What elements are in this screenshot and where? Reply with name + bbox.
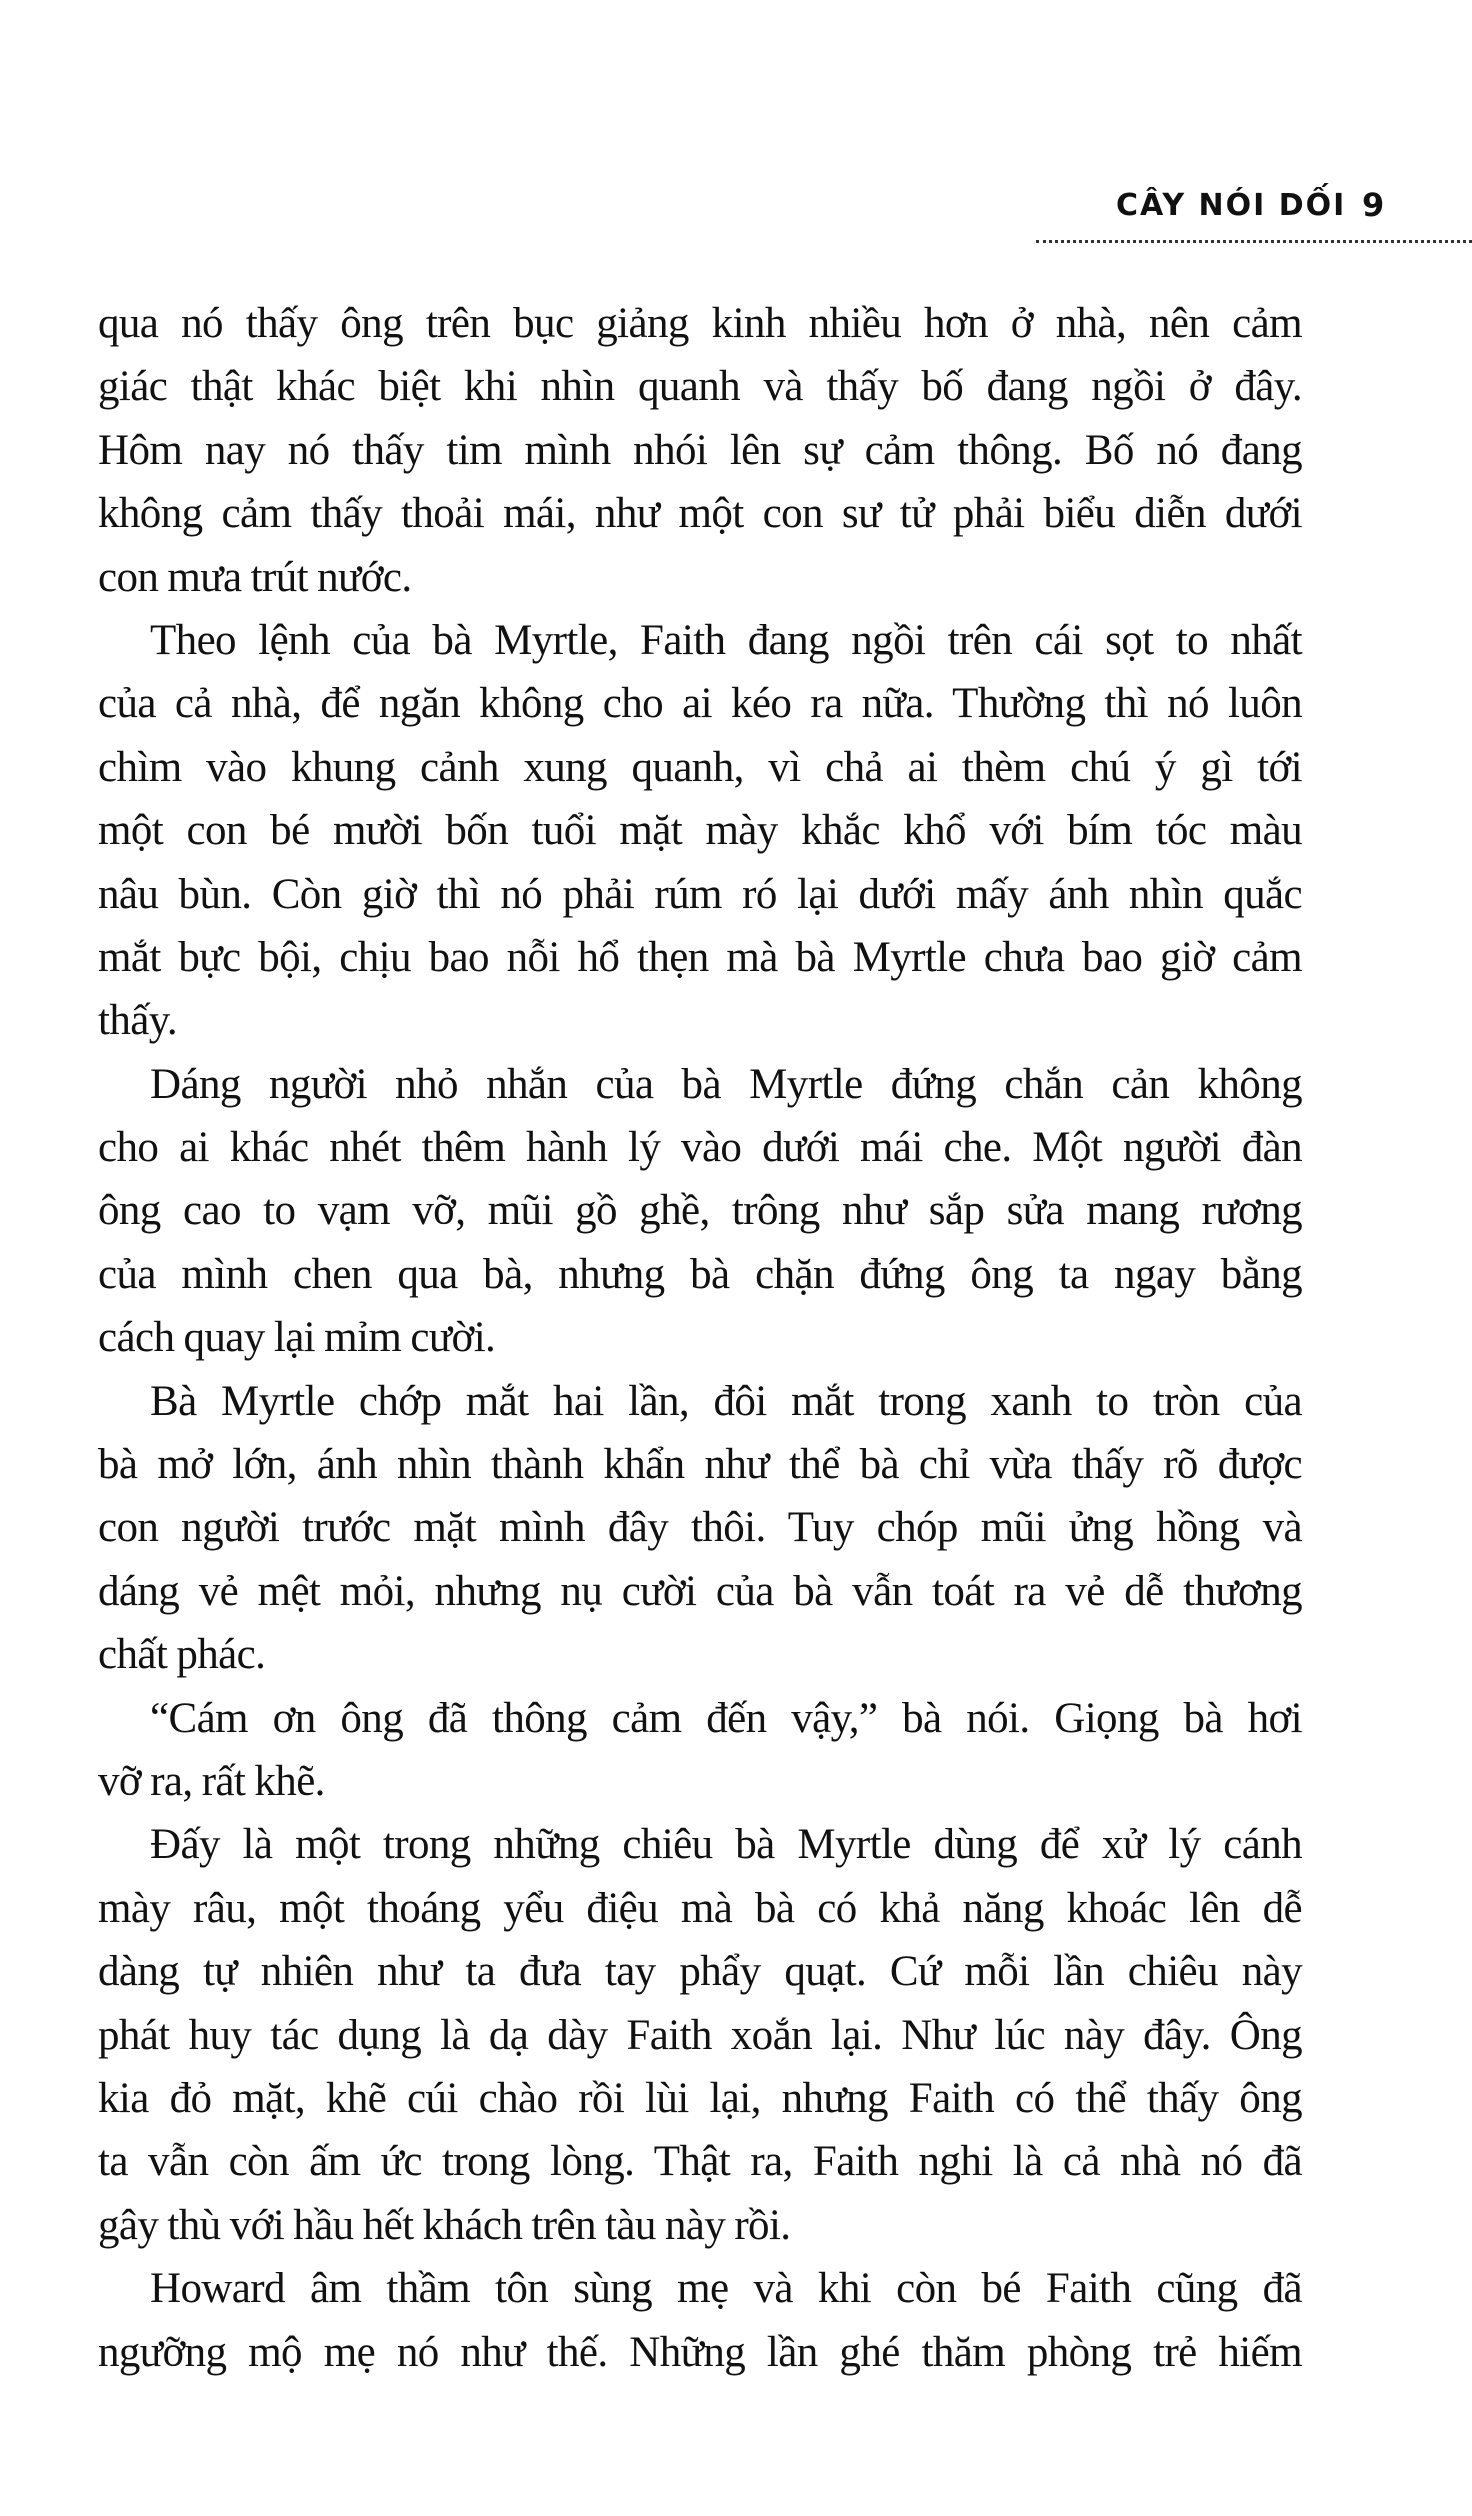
body-text xyxy=(98,292,1302,2384)
text-line: ngưỡng mộ mẹ nó như thế. Những lần ghé thăm phòng trẻ hiếm xyxy=(98,2328,1302,2376)
text-line: dàng tự nhiên như ta đưa tay phẩy quạt. Cứ mỗi lần chiêu này xyxy=(98,1948,1302,1996)
text-line: mày râu, một thoáng yểu điệu mà bà có khả năng khoác lên dễ xyxy=(98,1884,1302,1932)
text-line: một con bé mười bốn tuổi mặt mày khắc khổ với bím tóc màu xyxy=(98,807,1302,855)
text-line: Theo lệnh của bà Myrtle, Faith đang ngồi trên cái sọt to nhất xyxy=(150,616,1302,664)
text-line: giác thật khác biệt khi nhìn quanh và thấy bố đang ngồi ở đây. xyxy=(98,363,1302,411)
page-number: 9 xyxy=(1362,186,1385,224)
text-line: Dáng người nhỏ nhắn của bà Myrtle đứng chắn cản không xyxy=(150,1060,1302,1108)
paragraph xyxy=(98,2257,1302,2384)
paragraph xyxy=(98,1053,1302,1370)
text-line: cho ai khác nhét thêm hành lý vào dưới mái che. Một người đàn xyxy=(98,1124,1302,1172)
running-header xyxy=(1036,182,1472,242)
text-line: con người trước mặt mình đây thôi. Tuy chóp mũi ửng hồng và xyxy=(98,1504,1302,1552)
text-line: mắt bực bội, chịu bao nỗi hổ thẹn mà bà Myrtle chưa bao giờ cảm xyxy=(98,933,1302,981)
text-line: ông cao to vạm vỡ, mũi gồ ghề, trông như sắp sửa mang rương xyxy=(98,1187,1302,1235)
text-line: gây thù với hầu hết khách trên tàu này rồi. xyxy=(98,2201,791,2249)
text-line: phát huy tác dụng là dạ dày Faith xoắn lại. Như lúc này đây. Ông xyxy=(98,2011,1302,2059)
text-line: của cả nhà, để ngăn không cho ai kéo ra nữa. Thường thì nó luôn xyxy=(98,680,1302,728)
text-line: dáng vẻ mệt mỏi, nhưng nụ cười của bà vẫn toát ra vẻ dễ thương xyxy=(98,1567,1302,1615)
text-line: không cảm thấy thoải mái, như một con sư tử phải biểu diễn dưới xyxy=(98,490,1302,538)
paragraph xyxy=(98,292,1302,609)
text-line: qua nó thấy ông trên bục giảng kinh nhiều hơn ở nhà, nên cảm xyxy=(98,300,1302,347)
text-line: thấy. xyxy=(98,997,177,1045)
text-line: ta vẫn còn ấm ức trong lòng. Thật ra, Faith nghi là cả nhà nó đã xyxy=(98,2138,1302,2186)
text-line: kia đỏ mặt, khẽ cúi chào rồi lùi lại, nhưng Faith có thể thấy ông xyxy=(98,2074,1302,2122)
paragraph xyxy=(98,1370,1302,1687)
text-line: Howard âm thầm tôn sùng mẹ và khi còn bé Faith cũng đã xyxy=(150,2265,1302,2313)
text-line: vỡ ra, rất khẽ. xyxy=(98,1757,325,1805)
text-line: chìm vào khung cảnh xung quanh, vì chả ai thèm chú ý gì tới xyxy=(98,743,1302,791)
paragraph xyxy=(98,1687,1302,1814)
text-line: của mình chen qua bà, nhưng bà chặn đứng ông ta ngay bằng xyxy=(98,1250,1302,1298)
text-line: nâu bùn. Còn giờ thì nó phải rúm ró lại dưới mấy ánh nhìn quắc xyxy=(98,870,1302,918)
text-line: chất phác. xyxy=(98,1631,266,1679)
text-line: cách quay lại mỉm cười. xyxy=(98,1314,496,1362)
paragraph xyxy=(98,1813,1302,2257)
running-title: CÂY NÓI DỐI xyxy=(1116,188,1347,223)
paragraph xyxy=(98,609,1302,1053)
header-dotted-rule xyxy=(1036,240,1472,243)
text-line: “Cám ơn ông đã thông cảm đến vậy,” bà nói. Giọng bà hơi xyxy=(150,1694,1302,1742)
text-line: Hôm nay nó thấy tim mình nhói lên sự cảm thông. Bố nó đang xyxy=(98,426,1302,474)
text-line: Đấy là một trong những chiêu bà Myrtle dùng để xử lý cánh xyxy=(150,1821,1302,1869)
text-line: Bà Myrtle chớp mắt hai lần, đôi mắt trong xanh to tròn của xyxy=(150,1377,1302,1425)
text-line: con mưa trút nước. xyxy=(98,553,412,601)
text-line: bà mở lớn, ánh nhìn thành khẩn như thể bà chỉ vừa thấy rõ được xyxy=(98,1441,1302,1489)
